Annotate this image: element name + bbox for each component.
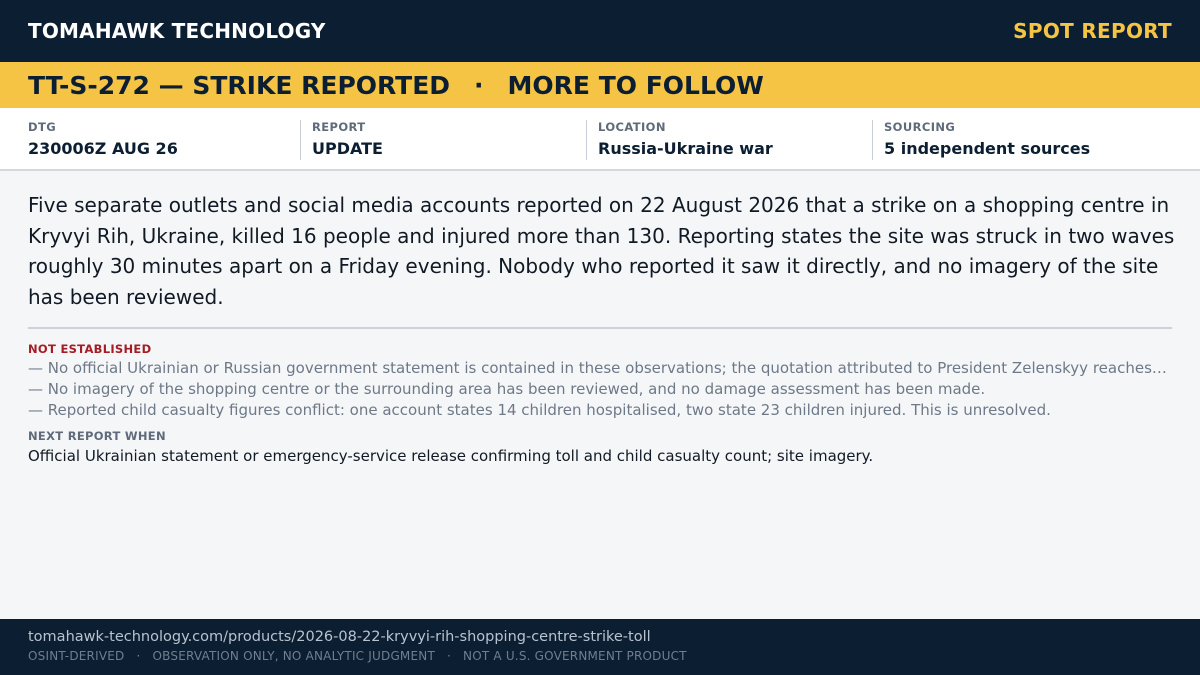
list-item: — No imagery of the shopping centre or the surrounding area has been reviewed, and no damage assessment has been made. [28,380,986,398]
disclaimer-separator: · [136,649,141,663]
meta-value: 230006Z AUG 26 [28,139,178,158]
headline-bar [0,62,1200,108]
meta-label: DTG [28,120,57,134]
footer-url[interactable]: tomahawk-technology.com/products/2026-08-22-kryvyi-rih-shopping-centre-strike-toll [28,629,651,645]
list-item: — Reported child casualty figures conflict: one account states 14 children hospitalised, two state 23 children injured. This is unresolved. [28,401,1051,419]
next-report-label: NEXT REPORT WHEN [28,429,166,443]
list-item: — No official Ukrainian or Russian government statement is contained in these observations; the quotation attributed to President Zelenskyy reaches… [28,359,1167,377]
not-established-list [28,358,1172,421]
footer [0,619,1200,675]
disclaimer-osint: OSINT-DERIVED [28,649,125,663]
disclaimer-observation: OBSERVATION ONLY, NO ANALYTIC JUDGMENT [152,649,435,663]
footer-disclaimers [28,649,1172,663]
brand-name: TOMAHAWK TECHNOLOGY [28,19,326,43]
meta-report [300,108,586,169]
not-established-label: NOT ESTABLISHED [28,342,152,356]
meta-value: UPDATE [312,139,383,158]
disclaimer-separator: · [447,649,452,663]
next-report-text: Official Ukrainian statement or emergency-service release confirming toll and child casualty count; site imagery. [28,447,874,465]
meta-dtg [0,108,300,169]
document-type: SPOT REPORT [1013,19,1172,43]
meta-label: LOCATION [598,120,666,134]
meta-value: 5 independent sources [884,139,1091,158]
metadata-strip [0,108,1200,171]
meta-value: Russia-Ukraine war [598,139,773,158]
meta-sourcing [872,108,1158,169]
meta-label: SOURCING [884,120,956,134]
top-banner [0,0,1200,62]
disclaimer-not-usg: NOT A U.S. GOVERNMENT PRODUCT [463,649,687,663]
report-status: MORE TO FOLLOW [507,70,764,100]
report-summary: Five separate outlets and social media accounts reported on 22 August 2026 that a strike on a shopping centre in Kryvyi Rih, Ukraine, killed 16 people and injured more than 130. Reporting states the site was struck in two waves roughly 30 minutes apart on a Friday evening. Nobody who reported it saw it directly, and no imagery of the site has been reviewed. [28,193,1175,309]
section-divider [28,327,1172,329]
meta-location [586,108,872,169]
meta-label: REPORT [312,120,366,134]
headline-separator: · [474,70,484,100]
report-title: TT-S-272 — STRIKE REPORTED [28,70,451,100]
